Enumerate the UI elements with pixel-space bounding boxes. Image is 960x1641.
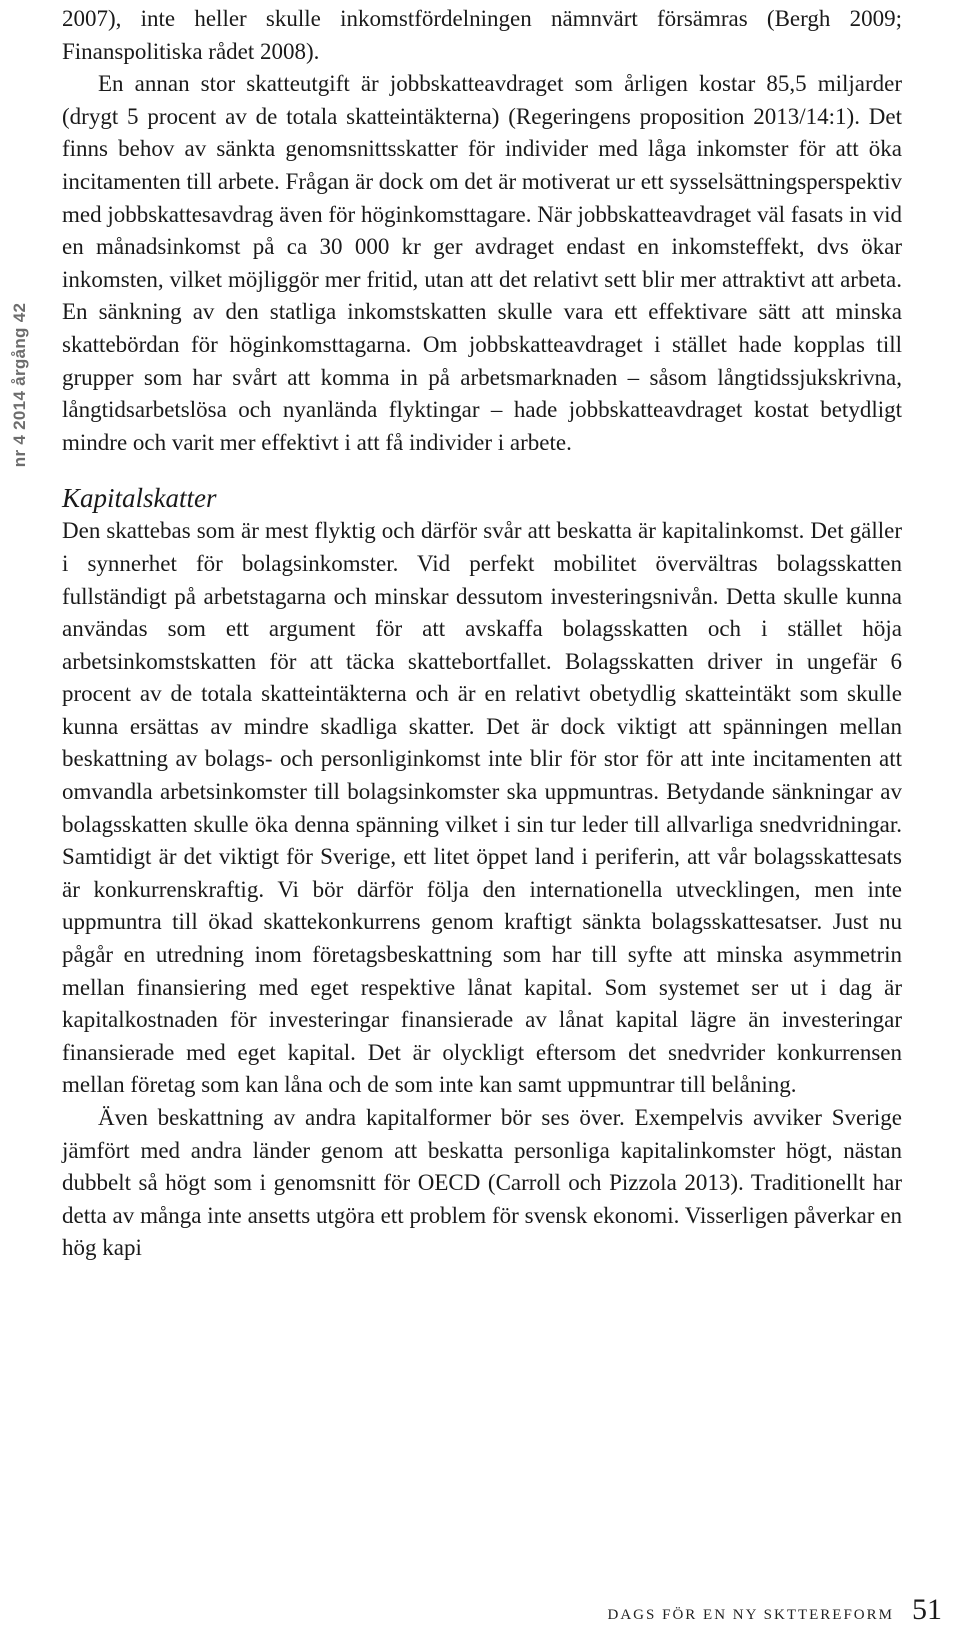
article-body	[62, 3, 902, 1265]
paragraph-1: 2007), inte heller skulle inkomstfördelningen nämnvärt försämras (Bergh 2009; Finanspolitiska rådet 2008).	[62, 6, 902, 64]
paragraph-4: Även beskattning av andra kapitalformer bör ses över. Exempelvis avviker Sverige jämfört med andra länder genom att beskatta personliga kapitalinkomster högt, nästan dubbelt så högt som i genomsnitt för OECD (Carroll och Pizzola 2013). Traditionellt har detta av många inte ansetts utgöra ett problem för svensk ekonomi. Visserligen påverkar en hög kapi	[62, 1105, 902, 1261]
journal-issue-label: nr 4 2014 årgång 42	[10, 302, 29, 468]
paragraph-3: Den skattebas som är mest flyktig och därför svår att beskatta är kapitalinkomst. Det gäller i synnerhet för bolagsinkomster. Vid perfekt mobilitet övervältras bolagsskatten fullständigt på arbetstagarna och minskar dessutom investeringsnivån. Detta skulle kunna användas som ett argument för att avskaffa bolagsskatten och i stället höja arbetsinkomstskatten för att täcka skattebortfallet. Bolagsskatten driver in ungefär 6 procent av de totala skatteintäkterna och är en relativt obetydlig skatteintäkt som skulle kunna ersättas av mindre skadliga skatter. Det är dock viktigt att spänningen mellan beskattning av bolags- och personliginkomst inte blir för stor för att inte incitamenten att omvandla arbetsinkomster till bolagsinkomster ska uppmuntras. Betydande sänkningar av bolagsskatten skulle öka denna spänning vilket i sin tur leder till allvarliga snedvridningar. Samtidigt är det viktigt för Sverige, ett litet öppet land i periferin, att vår bolagsskattesats är konkurrenskraftig. Vi bör därför följa den internationella utvecklingen, men inte uppmuntra till ökad skattekonkurrens genom kraftigt sänkta bolagsskattesatser. Just nu pågår en utredning inom företagsbeskattning som har till syfte att minska asymmetrin mellan finansiering med eget respektive lånat kapital. Som systemet ser ut i dag är kapitalkostnaden för investeringar finansierade av lånat kapital lägre än investeringar finansierade med eget kapital. Det är olyckligt eftersom det snedvrider konkurrensen mellan företag som kan låna och de som inte kan samt uppmuntrar till belåning.	[62, 518, 902, 1098]
running-title: DAGS FÖR EN NY SKTTEREFOR​M	[607, 1607, 894, 1623]
page-footer	[608, 1593, 942, 1627]
paragraph-2: En annan stor skatteutgift är jobbskatteavdraget som årligen kostar 85,5 miljarder (drygt 5 procent av de totala skatteintäkterna) (Regeringens proposition 2013/14:1). Det finns behov av sänkta genomsnittsskatter för individer med låga inkomster för att öka incitamenten till arbete. Frågan är dock om det är motiverat ur ett sysselsättningsperspektiv med jobbskattesavdrag även för höginkomsttagare. När jobbskatteavdraget väl fasats in vid en månadsinkomst på ca 30 000 kr ger avdraget endast en inkomsteffekt, dvs ökar inkomsten, vilket möjliggör mer fritid, utan att det relativt sett blir mer attraktivt att arbeta. En sänkning av den statliga inkomstskatten skulle vara ett effektivare sätt att minska skattebördan för höginkomsttagarna. Om jobbskatteavdraget i stället hade kopplas till grupper som har svårt att komma in på arbetsmarknaden – såsom långtidssjukskrivna, långtidsarbetslösa och nyanlända flyktingar – hade jobbskatteavdraget kostat betydligt mindre och varit mer effektivt i att få individer i arbete.	[62, 71, 902, 455]
section-heading: Kapitalskatter	[62, 483, 217, 514]
page-number: 51	[912, 1593, 942, 1626]
